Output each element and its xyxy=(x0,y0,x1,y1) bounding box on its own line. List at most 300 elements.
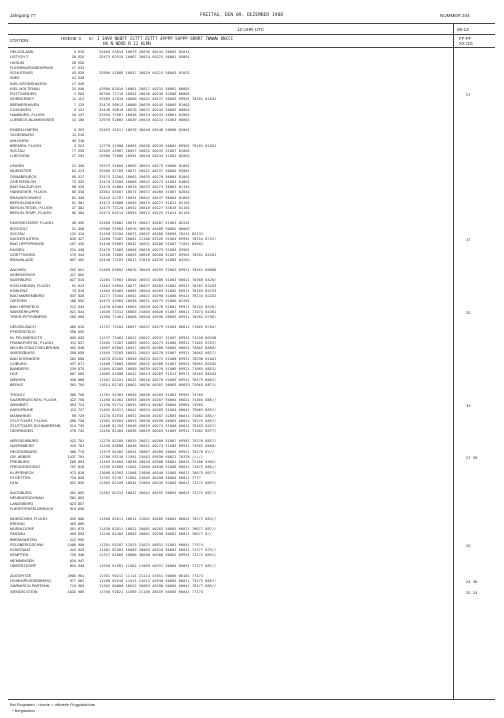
table-row xyxy=(10,351,498,356)
station-name: BRAUNSCHWEIG xyxy=(10,195,42,200)
observation-code: 11036 73312 10003 21004 40026 51007 60011 71074 84301 xyxy=(99,309,217,314)
observation-code: 31460 63602 10070 20049 40293 52003 69921 70261 86800 xyxy=(99,267,217,272)
table-row xyxy=(10,299,498,304)
table-row xyxy=(10,154,498,159)
table-row xyxy=(10,476,498,481)
observation-code: 11465 63403 10085 20044 40283 52002 69911 70163 85233 xyxy=(99,288,217,293)
station-height: 265 xyxy=(69,315,76,320)
station-id: 320 xyxy=(78,179,85,184)
station-height: 117 xyxy=(70,273,76,278)
station-name: FRANKFURT/M., FLUGH. xyxy=(10,340,55,345)
station-id: 671 xyxy=(78,361,85,366)
observation-code: 32575 32504 10063 20035 40270 50005 81001 xyxy=(99,174,190,179)
station-height: 112 xyxy=(70,408,76,413)
station-id: 818 xyxy=(78,470,85,475)
station-name: SCHLESWIG xyxy=(10,71,33,75)
station-name: OEHRINGEN xyxy=(10,429,33,434)
table-row xyxy=(10,87,498,92)
column-codes-top: I IHVV NDDFF ISTTT ZSTTT 4PPPP 5APPP 6RRRT 7WWWW 8NCCC xyxy=(97,36,234,41)
station-name: ERDING xyxy=(10,521,25,526)
observation-code: 11270 82105 10019 20011 40280 51007 69961 75176 8857/ xyxy=(99,439,217,444)
observation-code: 32562 63507 10074 20037 40266 51007 82042 xyxy=(99,190,190,195)
table-row xyxy=(10,330,498,335)
observation-code: 11368 82611 10014 21001 40285 50004 60041 70272 883// xyxy=(99,516,217,521)
station-name: FREUDENSTADT xyxy=(10,465,41,470)
table-row xyxy=(10,71,498,76)
station-height: 14 xyxy=(71,118,76,123)
station-id: 869 xyxy=(78,521,85,526)
station-name: ZUGSPITZE xyxy=(10,573,32,578)
observation-code: 32594 72907 10058 20024 40233 50001 81002 xyxy=(99,113,190,117)
observation-code: 11362 82303 10009 20004 40310 50003 60031 72277 875// xyxy=(99,548,217,553)
station-id: 685 xyxy=(78,372,85,377)
station-id: 325 xyxy=(78,185,85,190)
station-height: 21 xyxy=(71,164,76,169)
station-height: 553 xyxy=(69,403,76,408)
table-row xyxy=(10,527,498,532)
station-height: 337 xyxy=(69,361,76,366)
station-id: 615 xyxy=(78,325,85,329)
station-id: 026 xyxy=(78,60,85,65)
station-name: KEMPTEN xyxy=(10,553,29,558)
station-id: 015 xyxy=(78,50,85,54)
station-name: NOERVENICH xyxy=(10,273,36,278)
station-height: 4 xyxy=(73,50,76,54)
station-height: 921 xyxy=(69,309,76,314)
station-id: 313 xyxy=(78,169,85,174)
table-row xyxy=(10,559,498,564)
station-id: 526 xyxy=(78,294,85,299)
column-ff: FF-FF xyxy=(459,36,472,41)
station-id: 688 xyxy=(78,377,85,382)
station-id: 147 xyxy=(78,113,85,117)
station-id: 946 xyxy=(78,553,85,558)
station-height: 567 xyxy=(69,372,76,377)
observation-code: 11135 81935 10052 20046 40287 52003 60011 71062 885// xyxy=(99,413,217,418)
station-id: 929 xyxy=(78,548,85,553)
station-id: 729 xyxy=(78,413,85,418)
observation-code: 11450 82404 10036 20029 40265 51009 69911 71062 8977/ xyxy=(99,429,217,434)
table-row xyxy=(10,185,498,190)
station-id: 962 xyxy=(78,579,85,583)
station-height: 28 xyxy=(71,60,76,65)
observation-code: 11463 53604 10077 20037 40283 52002 69911 70162 83203 xyxy=(99,283,217,288)
station-name: STUTTGART-SCHNARRENB. xyxy=(10,424,62,429)
table-row xyxy=(10,346,498,351)
station-id: 544 xyxy=(78,309,85,314)
station-name: EMDEN-HAFEN xyxy=(10,128,38,133)
table-row xyxy=(10,574,498,579)
station-id: 980 xyxy=(78,589,85,594)
station-id: 253 xyxy=(78,154,85,159)
station-height: 45 xyxy=(71,221,76,226)
station-id: 400 xyxy=(78,221,85,226)
observation-code: 32460 53002 10074 20047 40287 51003 82201 xyxy=(99,221,190,226)
station-id: 893 xyxy=(78,532,85,537)
station-name: WIEK xyxy=(10,76,20,81)
table-row xyxy=(10,237,498,242)
observation-code: 42960 62810 10061 20017 40232 58001 80001 xyxy=(99,86,190,91)
observation-code: 32472 43008 10050 20015 40227 51011 82102 xyxy=(99,200,190,205)
station-height: 37 xyxy=(71,206,76,211)
observation-code: 32470 73305 10056 20010 40275 51005 83901 xyxy=(99,247,190,252)
station-id: 963 xyxy=(78,584,85,589)
station-height: 91 xyxy=(71,283,76,288)
table-row xyxy=(10,284,498,289)
station-id: 738 xyxy=(78,418,85,423)
table-row xyxy=(10,118,498,123)
station-id: 224 xyxy=(78,143,85,148)
station-height: 443 xyxy=(69,548,76,553)
table-row xyxy=(10,403,498,408)
table-row xyxy=(10,548,498,553)
station-id: 452 xyxy=(78,258,85,263)
station-name: GARMISCH-PARTENK. xyxy=(10,584,51,589)
table-row xyxy=(10,164,498,169)
station-remark: 27 xyxy=(466,92,471,97)
station-id: 815 xyxy=(78,465,85,470)
station-name: GOETTINGEN xyxy=(10,252,36,257)
station-height: 461 xyxy=(69,491,76,496)
station-id: 427 xyxy=(78,237,85,242)
table-row xyxy=(10,66,498,71)
station-id: 131 xyxy=(78,107,85,112)
station-id: 513 xyxy=(78,283,85,288)
station-height: 2960 xyxy=(67,573,76,578)
station-name: KOBLENZ xyxy=(10,288,28,293)
station-id: 637 xyxy=(78,340,85,345)
station-name: PFERDSFELD xyxy=(10,330,36,335)
observation-code: 11700 93118 11941 21043 49930 60021 70376 ///// xyxy=(99,454,204,459)
table-row xyxy=(10,196,498,201)
table-row xyxy=(10,149,498,154)
table-row xyxy=(10,439,498,444)
station-name: KL.FELDBERG/TS. xyxy=(10,335,44,340)
observation-code: 11365 82109 10034 21004 40249 52003 60021 72272 8897/ xyxy=(99,481,217,486)
station-name: GIESSEN xyxy=(10,299,27,304)
table-row xyxy=(10,273,498,278)
station-name: BAD MARIENBERG xyxy=(10,294,45,299)
station-name: BERLIN-TEGEL, FLUGH. xyxy=(10,206,54,211)
table-row xyxy=(10,144,498,149)
station-id: 510 xyxy=(78,278,85,283)
observation-code: 32440 73103 10013 21010 40239 51005 84202 xyxy=(99,258,190,263)
station-name: OSNABRUECK xyxy=(10,174,37,179)
station-height: 627 xyxy=(69,278,76,283)
station-name: BOCHOLT xyxy=(10,226,29,231)
station-name: WASSERKUPPE xyxy=(10,309,40,314)
table-row xyxy=(10,444,498,449)
station-height: 322 xyxy=(69,397,76,402)
station-height: 530 xyxy=(69,516,76,521)
station-id: 875 xyxy=(78,527,85,532)
station-name: HOHENPEISSENBERG xyxy=(10,579,51,583)
station-id: 382 xyxy=(78,206,85,211)
station-height: 11 xyxy=(72,97,76,102)
station-name: LIST/SYLT xyxy=(10,55,29,60)
station-name: HUSUM xyxy=(10,60,24,65)
observation-code: 11264 72903 10040 20033 40288 51003 60021 70360 8420/ xyxy=(99,278,217,283)
station-remark: 25 xyxy=(466,309,471,315)
station-id: 742 xyxy=(78,429,85,434)
station-id: 156 xyxy=(78,118,85,123)
station-id: 908 xyxy=(78,542,85,547)
table-row xyxy=(10,289,498,294)
observation-code: 11237 73403 10022 20022 40537 51007 69951 74150 86208 xyxy=(99,335,217,340)
station-id: 381 xyxy=(78,200,85,205)
table-row xyxy=(10,133,498,138)
station-height: 282 xyxy=(69,356,76,361)
station-height: 1437 xyxy=(67,454,76,459)
station-name: THOLEY xyxy=(10,392,26,397)
station-height: 1 xyxy=(73,92,76,96)
time-range: 06-12 xyxy=(457,27,469,32)
station-name: KLIPPENECK xyxy=(10,470,34,475)
observation-code: 32484 53014 10079 20036 40244 50003 82031 xyxy=(99,50,190,54)
table-row xyxy=(10,465,498,470)
table-row xyxy=(10,206,498,211)
observation-code: 11465 73203 10051 20042 40278 51007 69921 70062 8627/ xyxy=(99,351,217,356)
station-id: 515 xyxy=(78,288,85,293)
table-row xyxy=(10,201,498,206)
table-row xyxy=(10,362,498,367)
table-row xyxy=(10,227,498,232)
table-row xyxy=(10,414,498,419)
observation-code: 11465 82311 10041 20034 40285 51004 60041 75065 8857/ xyxy=(99,408,217,413)
observation-code: 11240 82402 10003 20001 40290 50002 60021 76677 8// xyxy=(99,532,212,537)
table-row xyxy=(10,97,498,102)
station-id: 348 xyxy=(78,195,85,200)
table-row xyxy=(10,538,498,543)
observation-code: 11268 82518 11013 21013 40330 50003 60011 73572 8857/ xyxy=(99,579,217,583)
station-name: AACHEN xyxy=(10,267,26,272)
station-name: NEUBURG/DONAU xyxy=(10,496,44,501)
observation-code: 11014 82703 10062 20036 40287 50003 60033 72063 8871/ xyxy=(99,382,217,387)
station-id: 338 xyxy=(78,190,85,195)
station-name: STUTTGART, FLUGH. xyxy=(10,418,49,423)
station-id: 609 xyxy=(78,315,85,320)
station-name: WUERZBURG xyxy=(10,351,35,356)
station-name: STOETTEN xyxy=(10,475,31,480)
station-remark: 24 36 xyxy=(466,579,478,584)
station-height: 49 xyxy=(71,138,76,143)
station-name: BERUS xyxy=(10,382,24,387)
column-codes-bottom: HX N NDDD R 12 HLMH xyxy=(103,41,151,46)
station-name: LANDSBERG xyxy=(10,501,34,506)
station-name: BREMERHAVEN xyxy=(10,102,40,107)
station-name: HAMBURG, FLUGH. xyxy=(10,113,46,117)
table-row xyxy=(10,310,498,315)
station-id: 384 xyxy=(78,211,85,216)
observation-code: 32565 45907 10057 20032 40233 51007 81002 xyxy=(99,149,190,154)
station-name: KAHLER ASTEN xyxy=(10,237,39,242)
observation-code: 11260 82402 10053 20049 40287 50004 60021 74465 886// xyxy=(99,397,217,402)
station-height: 1832 xyxy=(67,589,76,594)
station-name: DEUSELBACH xyxy=(10,325,36,329)
station-name: BAD KISSINGEN xyxy=(10,356,40,361)
table-row xyxy=(10,55,498,60)
observation-code: 11757 73104 10057 20037 40279 51004 60011 71065 8784/ xyxy=(99,325,217,329)
station-height: 17 xyxy=(71,154,76,159)
station-height: 634 xyxy=(69,558,76,563)
station-height: 77 xyxy=(71,149,76,154)
table-row xyxy=(10,82,498,87)
table-row xyxy=(10,341,498,346)
station-height: 212 xyxy=(69,537,76,542)
table-row xyxy=(10,481,498,486)
station-height: 27 xyxy=(71,65,76,70)
station-id: 317 xyxy=(78,174,85,179)
observation-code: 11357 81805 10000 20000 40308 50002 69931 72272 8851/ xyxy=(99,553,217,558)
station-id: 033 xyxy=(78,65,85,70)
station-height: 607 xyxy=(69,258,76,263)
station-height: 81 xyxy=(71,195,76,200)
station-id: 235 xyxy=(78,149,85,154)
table-row xyxy=(10,367,498,372)
observation-code: 32470 42804 10070 20033 40273 50003 81101 xyxy=(99,185,190,190)
station-name: MUEHLDORF xyxy=(10,527,35,532)
station-id: 858 xyxy=(78,506,85,511)
table-row xyxy=(10,294,498,299)
station-name: DUESSELDORF, FLUGH. xyxy=(10,221,55,226)
station-height: 719 xyxy=(69,584,76,589)
station-name: KOELN/BONN, FLUGH. xyxy=(10,283,51,288)
header-rule-top xyxy=(8,23,495,24)
table-row xyxy=(10,242,498,247)
station-name: BREMGARTEN xyxy=(10,537,37,542)
observation-code: 11465 83405 10050 20039 40270 51006 69921 71065 8853/ xyxy=(99,367,217,371)
observation-code: 11701 90212 11114 21114 47051 50006 60181 77474 xyxy=(99,573,204,578)
header-rule-bottom xyxy=(8,47,495,48)
table-row xyxy=(10,325,498,330)
station-name: GR. ARBER xyxy=(10,454,31,459)
observation-code: 11256 82609 11001 21004 40340 51006 60011 71072 886// xyxy=(99,465,217,470)
station-name: NUERNBERG xyxy=(10,444,35,449)
station-name: BAD LIPPSPRINGE xyxy=(10,242,45,247)
station-id: 708 xyxy=(78,397,85,402)
station-name: KIEL-KRONSHAGEN xyxy=(10,81,47,86)
table-row xyxy=(10,491,498,496)
station-name: OBERSTDORF xyxy=(10,563,37,568)
station-height: 734 xyxy=(69,475,76,480)
table-row xyxy=(10,378,498,383)
station-height: 977 xyxy=(69,579,76,583)
station-height: 1486 xyxy=(67,542,76,547)
station-id: 035 xyxy=(78,71,85,75)
header-rule-mid xyxy=(8,34,495,35)
station-name: KARLSRUHE xyxy=(10,408,34,413)
observation-code: 11101 82101 10022 20010 40270 51009 69911 76475 8862/ xyxy=(99,377,217,382)
observation-code: 11008 83303 11008 21008 40340 51005 60071 76675 8677/ xyxy=(99,470,217,475)
station-id: 129 xyxy=(78,102,85,107)
table-row xyxy=(10,383,498,388)
station-id: 020 xyxy=(78,55,85,60)
observation-code: 32560 52705 10072 20042 40237 50004 83001 xyxy=(99,169,190,174)
observation-code: 32463 42511 10070 20040 40248 50008 82001 xyxy=(99,128,190,133)
station-id: 203 xyxy=(78,128,85,133)
station-height: 797 xyxy=(69,465,76,470)
table-row xyxy=(10,424,498,429)
station-name: GUETERSLOH xyxy=(10,179,37,184)
table-row xyxy=(10,564,498,569)
station-name: SAARBRUECKEN, FLUGH. xyxy=(10,397,58,402)
station-height: 522 xyxy=(69,481,76,486)
table-row xyxy=(10,460,498,465)
station-id: 658 xyxy=(78,356,85,361)
station-name: FLENSBURG/MEIERWIK xyxy=(10,65,54,70)
station-name: WEINBIET xyxy=(10,403,29,408)
observation-code: 11702 92707 11001 21005 40290 50004 60011 7777 xyxy=(99,475,201,480)
column-station: STATION xyxy=(10,38,29,43)
station-height: 422 xyxy=(69,439,76,444)
station-name: MEMMINGEN xyxy=(10,558,35,563)
station-id: 620 xyxy=(78,330,85,335)
observation-code: 11700 92821 11090 21106 48559 50005 60041 77174 xyxy=(99,589,204,594)
observation-code: 32565 47810 10060 20042 40237 50003 69901 70281 81832 xyxy=(99,97,217,102)
station-height: 268 xyxy=(69,351,76,356)
station-height: 363 xyxy=(69,382,76,387)
station-id: 045 xyxy=(78,81,85,86)
column-iii: III xyxy=(89,36,93,41)
station-id: 635 xyxy=(78,335,85,340)
table-row xyxy=(10,522,498,527)
station-id: 444 xyxy=(78,252,85,257)
station-name: BAD HERSFELD xyxy=(10,304,40,309)
table-row xyxy=(10,429,498,434)
station-id: 948 xyxy=(78,563,85,568)
station-remark: 27 xyxy=(466,237,471,243)
year-label: Jahrgang 77 xyxy=(10,13,36,18)
station-name: REGENSBURG xyxy=(10,449,38,454)
station-height: 5 xyxy=(73,128,76,133)
station-height: 396 xyxy=(69,418,76,423)
station-height: 16 xyxy=(71,113,76,117)
station-id: 724 xyxy=(78,403,85,408)
station-name: AHLHORN xyxy=(10,138,29,143)
station-id: 063 xyxy=(78,92,85,96)
table-row xyxy=(10,232,498,237)
observation-code: 11007 82603 10037 20035 40288 50005 60021 74062 8806/ xyxy=(99,346,217,350)
column-hoehe: HOEHE xyxy=(61,36,77,41)
station-remark: 33 xyxy=(466,403,471,409)
station-name: LINGEN xyxy=(10,164,25,169)
station-name: BERLIN-TEMP., FLUGH. xyxy=(10,211,53,216)
observation-code: 32470 50612 10060 20039 40245 50005 81002 xyxy=(99,102,190,107)
observation-code: 36760 72716 10054 20036 40236 52006 80004 xyxy=(99,92,190,96)
station-name: BAD SALZUFLEN xyxy=(10,185,41,190)
station-height: 805 xyxy=(69,335,76,340)
table-row xyxy=(10,579,498,584)
station-name: AUGSBURG xyxy=(10,491,32,496)
station-height: 21 xyxy=(71,226,76,231)
station-name: FELDBERG/SCHW. xyxy=(10,542,44,547)
station-name: MUENCHEN, FLUGH. xyxy=(10,516,48,521)
station-name: SOLTAU xyxy=(10,149,25,154)
table-row xyxy=(10,502,498,507)
station-id: 704 xyxy=(78,382,85,387)
station-id: 305 xyxy=(78,164,85,169)
station-height: 5 xyxy=(73,107,76,112)
observation-code: 11150 92712 10031 20024 40282 50004 69881 74965 xyxy=(99,403,204,408)
station-height: 269 xyxy=(69,460,76,465)
observation-code: 31440 53003 10042 20031 40280 51007 71041 85601 xyxy=(99,242,204,247)
observation-code: 11250 83608 10046 20031 40274 51006 69941 74962 8850/ xyxy=(99,444,217,449)
observation-code: 11362 80000 10022 20003 40298 50005 60041 76477 885// xyxy=(99,584,217,589)
observation-code: 11362 82312 10012 20042 40292 50003 60021 72272 887// xyxy=(99,491,217,496)
station-remark: 27 39 xyxy=(466,454,478,460)
station-name: COBURG xyxy=(10,361,27,366)
observation-code: 32968 72906 10054 20040 40244 51002 82002 xyxy=(99,154,190,159)
